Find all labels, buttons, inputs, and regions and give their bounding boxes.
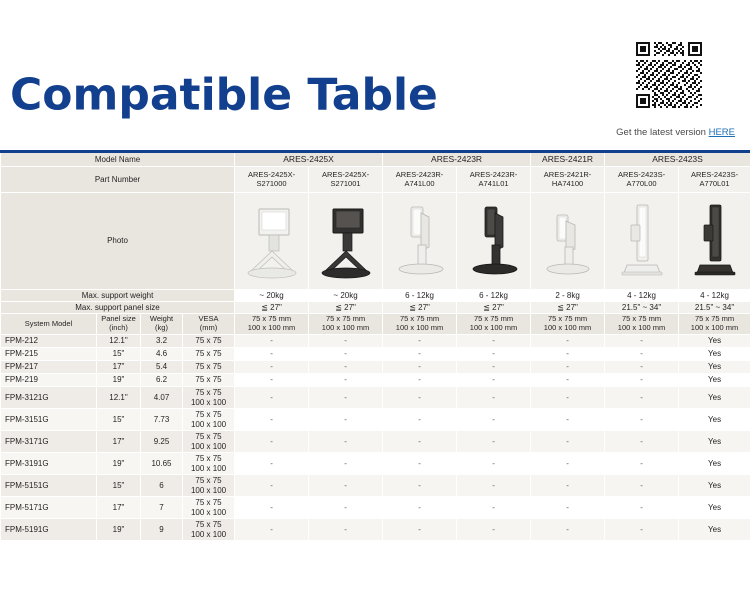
row-model-name: FPM-3171G (1, 431, 97, 453)
row-weight: 7 (141, 497, 183, 519)
row-support-1: - (309, 475, 383, 497)
compatible-table (0, 152, 750, 541)
max-weight-4: 2 - 8kg (531, 290, 605, 302)
row-support-5: - (605, 475, 679, 497)
stand-black-arm-icon (457, 195, 530, 287)
row-support-3: - (457, 475, 531, 497)
vesa-support-text-6: 75 x 75 mm 100 x 100 mm (690, 314, 739, 332)
max-weight-row (1, 290, 750, 302)
row-support-0: - (235, 519, 309, 541)
row-panel-size: 12.1" (97, 387, 141, 409)
row-support-3: - (457, 519, 531, 541)
part-number-3 (457, 167, 531, 193)
row-support-2: - (383, 361, 457, 374)
row-support-3: - (457, 453, 531, 475)
max-panel-6: 21.5" ~ 34" (679, 302, 750, 314)
model-group-ares-2421r: ARES-2421R (531, 153, 605, 167)
row-model-name: FPM-215 (1, 348, 97, 361)
row-model-name: FPM-217 (1, 361, 97, 374)
row-panel-size: 19" (97, 374, 141, 387)
row-panel-size: 17" (97, 361, 141, 374)
row-label-part-number: Part Number (1, 167, 235, 193)
max-panel-2: ≦ 27" (383, 302, 457, 314)
row-label-photo: Photo (1, 193, 235, 290)
row-support-5: - (605, 387, 679, 409)
row-support-0: - (235, 335, 309, 348)
row-vesa: 75 x 75 100 x 100 (183, 475, 235, 497)
part-number-text-2: ARES-2423R-A741L00 (395, 169, 444, 188)
row-weight: 7.73 (141, 409, 183, 431)
row-support-5: - (605, 497, 679, 519)
row-model-name: FPM-5151G (1, 475, 97, 497)
vesa-support-3 (457, 314, 531, 335)
row-weight: 6.2 (141, 374, 183, 387)
table-row (1, 519, 750, 541)
row-support-5: - (605, 348, 679, 361)
row-support-2: - (383, 497, 457, 519)
row-support-0: - (235, 497, 309, 519)
model-group-ares-2423s: ARES-2423S (605, 153, 750, 167)
row-model-name: FPM-212 (1, 335, 97, 348)
max-panel-5: 21.5" ~ 34" (605, 302, 679, 314)
part-number-4 (531, 167, 605, 193)
part-number-1 (309, 167, 383, 193)
table-row (1, 348, 750, 361)
photo-cell-1 (309, 193, 383, 290)
table-row (1, 335, 750, 348)
row-vesa: 75 x 75 100 x 100 (183, 431, 235, 453)
row-support-0: - (235, 431, 309, 453)
row-vesa: 75 x 75 (183, 335, 235, 348)
row-support-1: - (309, 348, 383, 361)
part-number-2 (383, 167, 457, 193)
row-support-6: Yes (679, 431, 750, 453)
col-header-vesa-line1: VESA (198, 314, 219, 324)
row-support-2: - (383, 519, 457, 541)
part-number-text-4: ARES-2421R-HA74100 (543, 169, 592, 188)
col-header-weight-line1: Weight (149, 314, 174, 324)
max-panel-3: ≦ 27" (457, 302, 531, 314)
row-support-6: Yes (679, 348, 750, 361)
model-group-ares-2425x: ARES-2425X (235, 153, 383, 167)
vesa-support-2 (383, 314, 457, 335)
max-panel-4: ≦ 27" (531, 302, 605, 314)
row-model-name: FPM-3121G (1, 387, 97, 409)
row-support-5: - (605, 335, 679, 348)
row-vesa: 75 x 75 100 x 100 (183, 453, 235, 475)
row-support-4: - (531, 361, 605, 374)
row-support-1: - (309, 361, 383, 374)
row-weight: 4.6 (141, 348, 183, 361)
stand-black-wide-icon (309, 195, 382, 287)
row-support-6: Yes (679, 387, 750, 409)
photo-cell-0 (235, 193, 309, 290)
col-header-panel-size-line1: Panel size (101, 314, 136, 324)
vesa-support-1 (309, 314, 383, 335)
photo-cell-5 (605, 193, 679, 290)
row-support-1: - (309, 387, 383, 409)
model-group-ares-2423r: ARES-2423R (383, 153, 531, 167)
col-header-vesa-line2: (mm) (199, 323, 218, 332)
vesa-support-5 (605, 314, 679, 335)
page-title: Compatible Table (10, 69, 438, 121)
row-support-2: - (383, 453, 457, 475)
col-header-panel-size-line2: (inch) (109, 323, 128, 332)
row-support-6: Yes (679, 409, 750, 431)
table-body (1, 335, 750, 541)
row-panel-size: 15" (97, 409, 141, 431)
row-support-1: - (309, 431, 383, 453)
row-vesa: 75 x 75 100 x 100 (183, 409, 235, 431)
row-support-1: - (309, 497, 383, 519)
row-support-6: Yes (679, 361, 750, 374)
row-label-model-name: Model Name (1, 153, 235, 167)
system-model-header-row (1, 314, 750, 335)
row-panel-size: 17" (97, 497, 141, 519)
latest-version-text: Get the latest version (616, 127, 709, 138)
vesa-support-0 (235, 314, 309, 335)
max-weight-6: 4 - 12kg (679, 290, 750, 302)
latest-version-note (616, 127, 735, 138)
row-support-1: - (309, 519, 383, 541)
row-support-3: - (457, 497, 531, 519)
row-support-3: - (457, 374, 531, 387)
page-header (0, 0, 750, 152)
row-support-4: - (531, 431, 605, 453)
row-panel-size: 19" (97, 453, 141, 475)
stand-white-arm-icon (383, 195, 456, 287)
row-panel-size: 19" (97, 519, 141, 541)
row-support-5: - (605, 453, 679, 475)
row-support-0: - (235, 387, 309, 409)
photo-cell-6 (679, 193, 750, 290)
row-support-3: - (457, 335, 531, 348)
row-model-name: FPM-5171G (1, 497, 97, 519)
row-support-3: - (457, 361, 531, 374)
row-panel-size: 12.1" (97, 335, 141, 348)
row-support-4: - (531, 497, 605, 519)
row-support-5: - (605, 361, 679, 374)
row-support-0: - (235, 374, 309, 387)
max-panel-row (1, 302, 750, 314)
model-name-row (1, 153, 750, 167)
row-support-0: - (235, 453, 309, 475)
row-support-4: - (531, 475, 605, 497)
part-number-text-5: ARES-2423S-A770L00 (617, 169, 666, 188)
row-weight: 3.2 (141, 335, 183, 348)
row-vesa: 75 x 75 100 x 100 (183, 497, 235, 519)
row-vesa: 75 x 75 (183, 374, 235, 387)
row-support-2: - (383, 348, 457, 361)
qr-code-icon[interactable] (636, 42, 702, 108)
row-model-name: FPM-3151G (1, 409, 97, 431)
row-vesa: 75 x 75 (183, 348, 235, 361)
row-label-max-weight: Max. support weight (1, 290, 235, 302)
table-row (1, 497, 750, 519)
row-weight: 4.07 (141, 387, 183, 409)
col-header-weight-line2: (kg) (155, 323, 168, 332)
table-row (1, 431, 750, 453)
row-support-4: - (531, 453, 605, 475)
max-weight-5: 4 - 12kg (605, 290, 679, 302)
part-number-text-3: ARES-2423R-A741L01 (469, 169, 518, 188)
table-row (1, 453, 750, 475)
row-support-2: - (383, 409, 457, 431)
table-row (1, 475, 750, 497)
header-divider (0, 150, 750, 153)
row-support-6: Yes (679, 335, 750, 348)
stand-white-pillar-icon (605, 195, 678, 287)
row-support-3: - (457, 431, 531, 453)
part-number-6 (679, 167, 750, 193)
part-number-text-6: ARES-2423S-A770L01 (690, 169, 739, 188)
row-label-system-model: System Model (1, 314, 97, 335)
vesa-support-text-4: 75 x 75 mm 100 x 100 mm (543, 314, 592, 332)
max-panel-1: ≦ 27" (309, 302, 383, 314)
stand-black-pillar-icon (679, 195, 750, 287)
row-support-5: - (605, 374, 679, 387)
row-vesa: 75 x 75 100 x 100 (183, 519, 235, 541)
vesa-support-text-5: 75 x 75 mm 100 x 100 mm (617, 314, 666, 332)
col-header-vesa (183, 314, 235, 335)
row-label-max-panel: Max. support panel size (1, 302, 235, 314)
photo-cell-4 (531, 193, 605, 290)
max-weight-3: 6 - 12kg (457, 290, 531, 302)
row-support-1: - (309, 453, 383, 475)
vesa-support-text-0: 75 x 75 mm 100 x 100 mm (247, 314, 296, 332)
photo-cell-2 (383, 193, 457, 290)
row-support-4: - (531, 409, 605, 431)
row-vesa: 75 x 75 (183, 361, 235, 374)
row-support-5: - (605, 431, 679, 453)
row-support-0: - (235, 361, 309, 374)
row-model-name: FPM-5191G (1, 519, 97, 541)
row-support-0: - (235, 409, 309, 431)
row-support-1: - (309, 374, 383, 387)
table-row (1, 361, 750, 374)
row-support-4: - (531, 348, 605, 361)
part-number-row (1, 167, 750, 193)
row-support-1: - (309, 409, 383, 431)
vesa-support-text-2: 75 x 75 mm 100 x 100 mm (395, 314, 444, 332)
row-support-5: - (605, 519, 679, 541)
part-number-0 (235, 167, 309, 193)
row-support-2: - (383, 374, 457, 387)
row-support-0: - (235, 348, 309, 361)
row-support-6: Yes (679, 453, 750, 475)
row-support-3: - (457, 409, 531, 431)
row-support-3: - (457, 387, 531, 409)
row-support-6: Yes (679, 519, 750, 541)
row-support-2: - (383, 475, 457, 497)
vesa-support-4 (531, 314, 605, 335)
stand-white-arm-short-icon (531, 195, 604, 287)
part-number-text-0: ARES-2425X-S271000 (247, 169, 296, 188)
row-support-1: - (309, 335, 383, 348)
table-row (1, 387, 750, 409)
row-support-6: Yes (679, 374, 750, 387)
row-weight: 6 (141, 475, 183, 497)
row-support-4: - (531, 335, 605, 348)
max-weight-1: ~ 20kg (309, 290, 383, 302)
photo-cell-3 (457, 193, 531, 290)
row-support-0: - (235, 475, 309, 497)
col-header-panel-size (97, 314, 141, 335)
row-panel-size: 15" (97, 475, 141, 497)
max-panel-0: ≦ 27" (235, 302, 309, 314)
part-number-5 (605, 167, 679, 193)
vesa-support-text-1: 75 x 75 mm 100 x 100 mm (321, 314, 370, 332)
row-model-name: FPM-219 (1, 374, 97, 387)
row-vesa: 75 x 75 100 x 100 (183, 387, 235, 409)
latest-version-link[interactable]: HERE (708, 127, 735, 138)
vesa-support-text-3: 75 x 75 mm 100 x 100 mm (469, 314, 518, 332)
row-support-4: - (531, 519, 605, 541)
row-support-3: - (457, 348, 531, 361)
row-support-4: - (531, 387, 605, 409)
part-number-text-1: ARES-2425X-S271001 (321, 169, 370, 188)
row-support-6: Yes (679, 475, 750, 497)
max-weight-2: 6 - 12kg (383, 290, 457, 302)
row-weight: 9.25 (141, 431, 183, 453)
row-support-2: - (383, 387, 457, 409)
vesa-support-6 (679, 314, 750, 335)
row-support-5: - (605, 409, 679, 431)
row-weight: 10.65 (141, 453, 183, 475)
row-model-name: FPM-3191G (1, 453, 97, 475)
col-header-weight (141, 314, 183, 335)
row-panel-size: 17" (97, 431, 141, 453)
row-support-4: - (531, 374, 605, 387)
row-support-2: - (383, 335, 457, 348)
row-weight: 5.4 (141, 361, 183, 374)
table-row (1, 374, 750, 387)
max-weight-0: ~ 20kg (235, 290, 309, 302)
row-weight: 9 (141, 519, 183, 541)
table-row (1, 409, 750, 431)
row-support-6: Yes (679, 497, 750, 519)
stand-white-wide-icon (235, 195, 308, 287)
photo-row (1, 193, 750, 290)
row-support-2: - (383, 431, 457, 453)
row-panel-size: 15" (97, 348, 141, 361)
